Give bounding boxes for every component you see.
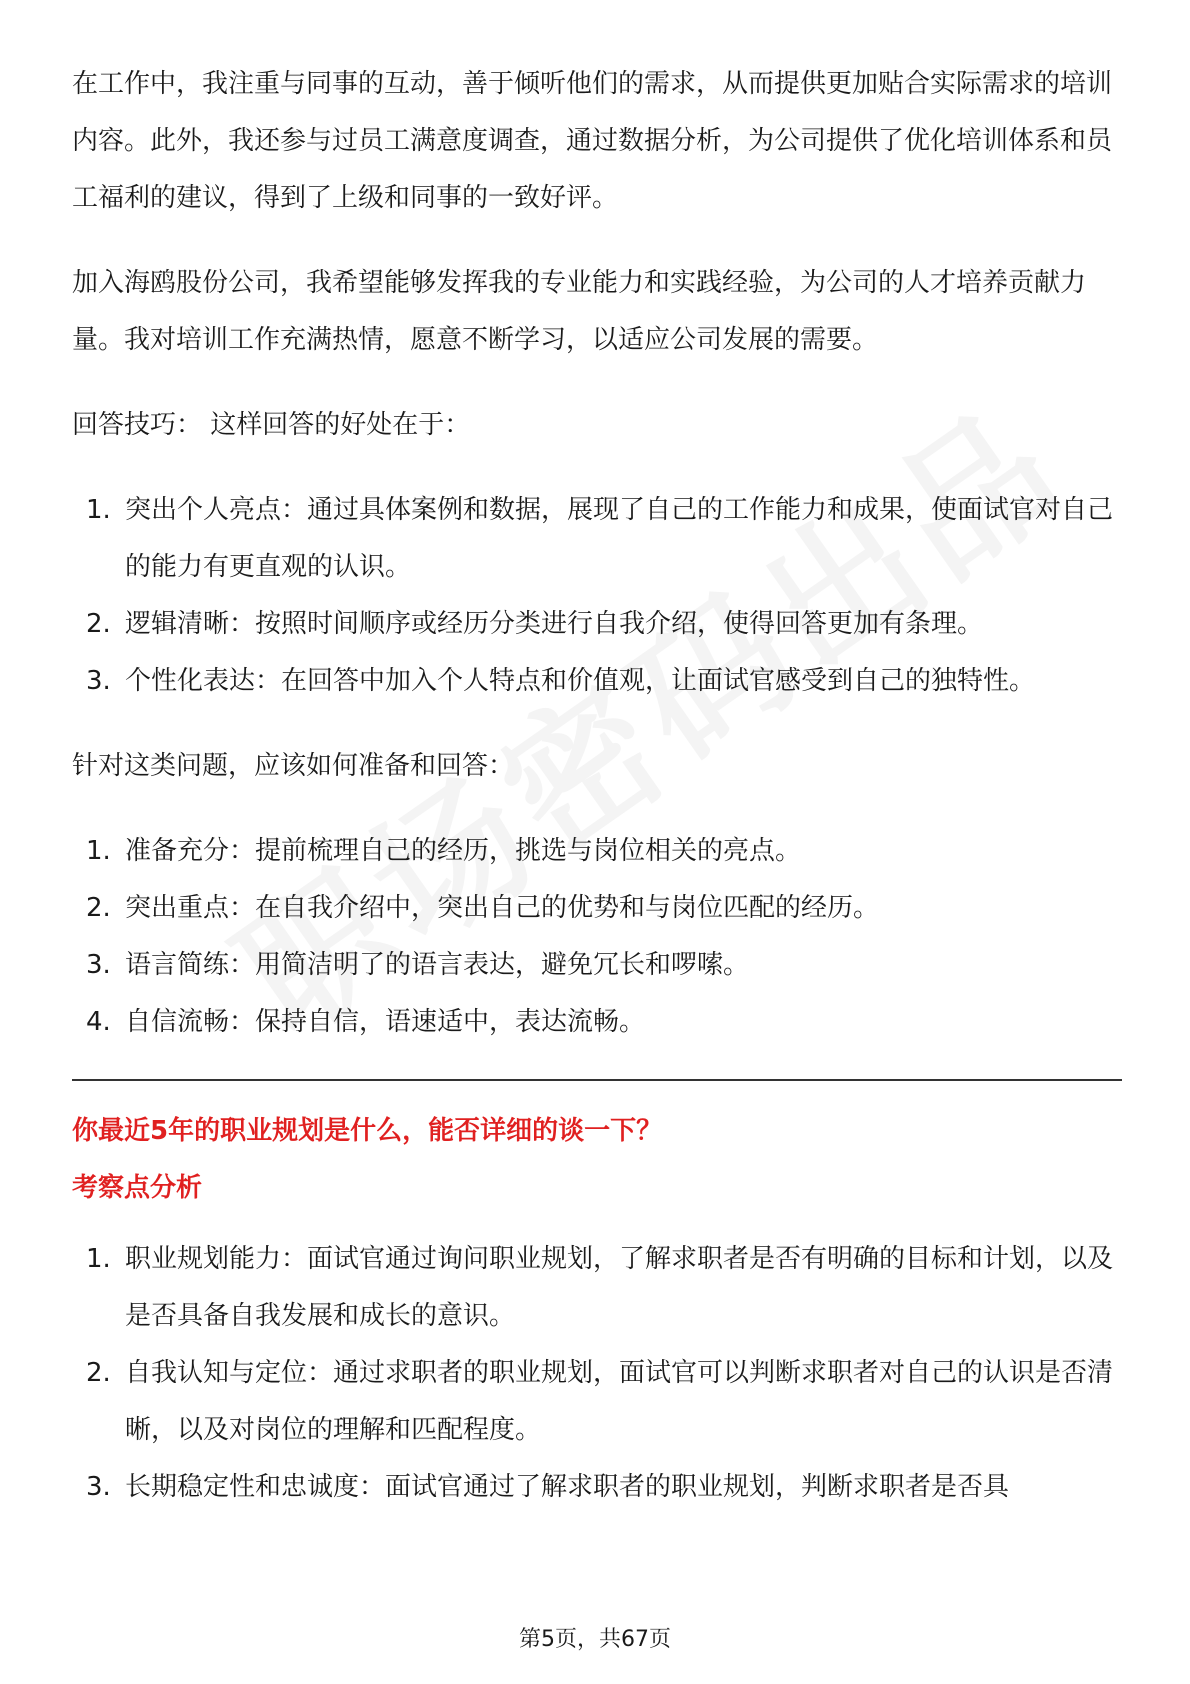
list-number: 3. (86, 950, 111, 980)
list-number: 3. (86, 1472, 111, 1502)
tips-list (72, 482, 1122, 710)
list-text: 语言简练：用简洁明了的语言表达，避免冗长和啰嗦。 (125, 950, 750, 980)
list-item (72, 994, 1122, 1051)
list-item (72, 880, 1122, 937)
tips-intro: 回答技巧： 这样回答的好处在于： (72, 410, 471, 440)
analysis-heading: 考察点分析 (72, 1173, 203, 1203)
list-text: 突出重点：在自我介绍中，突出自己的优势和与岗位匹配的经历。 (125, 893, 880, 923)
section-divider (72, 1079, 1122, 1081)
list-text: 个性化表达：在回答中加入个人特点和价值观，让面试官感受到自己的独特性。 (125, 666, 1036, 696)
list-item (72, 823, 1122, 880)
list-item (72, 1231, 1122, 1345)
prep-intro: 针对这类问题，应该如何准备和回答： (72, 751, 515, 781)
list-number: 4. (86, 1007, 111, 1037)
list-number: 2. (86, 893, 111, 923)
list-number: 2. (86, 1358, 111, 1388)
question-heading: 你最近5年的职业规划是什么，能否详细的谈一下？ (72, 1116, 663, 1146)
list-item (72, 1345, 1122, 1459)
list-number: 1. (86, 495, 111, 525)
list-number: 3. (86, 666, 111, 696)
paragraph-work: 在工作中，我注重与同事的互动，善于倾听他们的需求，从而提供更加贴合实际需求的培训内容。此外，我还参与过员工满意度调查，通过数据分析，为公司提供了优化培训体系和员工福利的建议，得到了上级和同事的一致好评。 (72, 69, 1113, 213)
list-item (72, 482, 1122, 596)
page-content (72, 56, 1122, 1544)
list-item (72, 937, 1122, 994)
list-number: 1. (86, 1244, 111, 1274)
prep-list (72, 823, 1122, 1051)
list-number: 2. (86, 609, 111, 639)
list-text: 准备充分：提前梳理自己的经历，挑选与岗位相关的亮点。 (125, 836, 802, 866)
list-text: 突出个人亮点：通过具体案例和数据，展现了自己的工作能力和成果，使面试官对自己的能力有更直观的认识。 (125, 495, 1114, 582)
list-item (72, 653, 1122, 710)
paragraph-join: 加入海鸥股份公司，我希望能够发挥我的专业能力和实践经验，为公司的人才培养贡献力量。我对培训工作充满热情，愿意不断学习，以适应公司发展的需要。 (72, 268, 1087, 355)
list-text: 逻辑清晰：按照时间顺序或经历分类进行自我介绍，使得回答更加有条理。 (125, 609, 984, 639)
list-text: 自我认知与定位：通过求职者的职业规划，面试官可以判断求职者对自己的认识是否清晰，以及对岗位的理解和匹配程度。 (125, 1358, 1114, 1445)
list-item (72, 1459, 1122, 1516)
list-text: 长期稳定性和忠诚度：面试官通过了解求职者的职业规划，判断求职者是否具 (125, 1472, 1010, 1502)
list-item (72, 596, 1122, 653)
list-text: 自信流畅：保持自信，语速适中，表达流畅。 (125, 1007, 646, 1037)
list-number: 1. (86, 836, 111, 866)
page-number-footer: 第5页，共67页 (519, 1627, 671, 1652)
analysis-list (72, 1231, 1122, 1516)
list-text: 职业规划能力：面试官通过询问职业规划，了解求职者是否有明确的目标和计划，以及是否具备自我发展和成长的意识。 (125, 1244, 1114, 1331)
